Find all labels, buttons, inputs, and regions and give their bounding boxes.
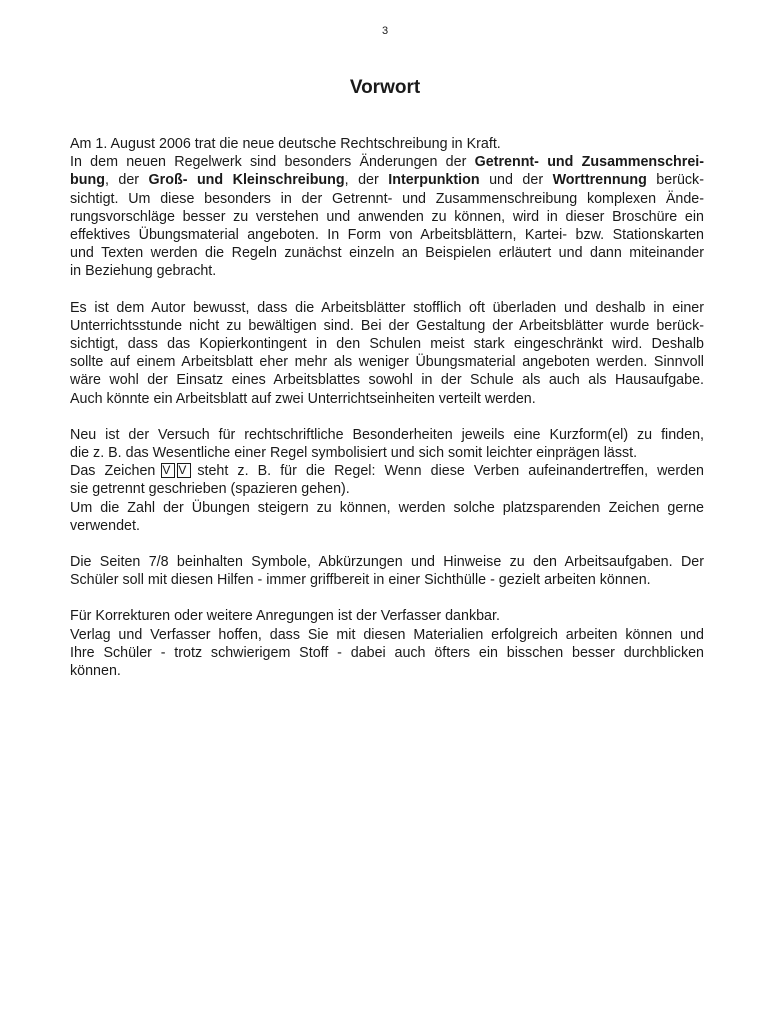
text-line: Verlag und Verfasser hoffen, dass Sie mit diesen Materialien erfolgreich arbeiten können und (70, 626, 704, 643)
text-span: und der (479, 172, 553, 189)
text-span: berück- (646, 172, 704, 189)
text-line (70, 462, 704, 480)
paragraph-intro (70, 135, 704, 281)
page-title: Vorwort (349, 77, 421, 98)
text-span: , der (104, 172, 149, 189)
paragraph-symbols (70, 553, 704, 589)
text-line: wäre wohl der Einsatz eines Arbeitsblattes sowohl in der Schule als auch als Hausaufgabe. (70, 372, 704, 389)
text-line: Um die Zahl der Übungen steigern zu können, werden solche platzsparenden Zeichen gerne (70, 499, 704, 516)
bold-term: Getrennt- und Zusammenschrei- (474, 154, 705, 171)
text-line: Für Korrekturen oder weitere Anregungen ist der Verfasser dankbar. (70, 608, 500, 625)
text-line: und Texten werden die Regeln zunächst einzeln an Beispielen erläutert und dann miteinander (70, 245, 704, 262)
text-line: Am 1. August 2006 trat die neue deutsche Rechtschreibung in Kraft. (70, 136, 501, 152)
text-line: sollte auf einem Arbeitsblatt eher mehr als weniger Übungsmaterial angeboten werden. Sinnvoll (70, 354, 704, 371)
text-line: sie getrennt geschrieben (spazieren gehen). (70, 481, 350, 498)
text-line: Auch könnte ein Arbeitsblatt auf zwei Unterrichtseinheiten verteilt werden. (70, 390, 536, 407)
paragraph-closing (70, 607, 704, 680)
text-line: Die Seiten 7/8 beinhalten Symbole, Abkürzungen und Hinweise zu den Arbeitsaufgaben. Der (70, 554, 704, 571)
text-line (70, 171, 704, 189)
text-line: Es ist dem Autor bewusst, dass die Arbeitsblätter stofflich oft überladen und deshalb in einer (70, 299, 704, 316)
text-line: sichtigt, dass das Kopierkontingent in den Schulen meist stark eingeschränkt wird. Deshalb (70, 336, 704, 353)
text-line: sichtigt. Um diese besonders in der Getrennt- und Zusammenschreibung komplexen Ände- (70, 190, 704, 207)
bold-term: Worttrennung (552, 172, 647, 189)
text-line: rungsvorschläge besser zu verstehen und anwenden zu können, wird in dieser Broschüre ein (70, 208, 704, 225)
bold-term: Groß- und Kleinschreibung (148, 172, 345, 189)
text-span: In dem neuen Regelwerk sind besonders Änderungen der (70, 154, 475, 171)
paragraph-worksheets (70, 299, 704, 408)
text-span: , der (344, 172, 389, 189)
text-span: Das Zeichen (70, 463, 156, 480)
paragraph-shortforms (70, 426, 704, 535)
text-line: Neu ist der Versuch für rechtschriftliche Besonderheiten jeweils eine Kurzform(el) zu finden, (70, 426, 704, 443)
document-body (70, 135, 704, 698)
bold-term: bung (70, 172, 105, 189)
text-line: in Beziehung gebracht. (70, 263, 217, 280)
text-line (70, 153, 704, 171)
text-line: die z. B. das Wesentliche einer Regel symbolisiert und sich somit leichter einprägen lässt. (70, 445, 638, 462)
text-line: können. (70, 663, 121, 680)
text-line: Unterrichtsstunde nicht zu bewältigen sind. Bei der Gestaltung der Arbeitsblätter wurde berück- (70, 317, 704, 334)
text-line: Schüler soll mit diesen Hilfen - immer griffbereit in einer Sichthülle - gezielt arbeiten können. (70, 572, 651, 589)
text-line: effektives Übungsmaterial angeboten. In Form von Arbeitsblättern, Kartei- bzw. Stationskarten (70, 227, 704, 244)
verb-box-icon: V (177, 463, 191, 478)
text-line: verwendet. (70, 517, 140, 534)
text-line: Ihre Schüler - trotz schwierigem Stoff - dabei auch öfters ein bisschen besser durchblicken (70, 644, 704, 661)
bold-term: Interpunktion (388, 172, 480, 189)
text-span: steht z. B. für die Regel: Wenn diese Verben aufeinandertreffen, werden (197, 463, 704, 480)
page-number: 3 (381, 25, 389, 37)
verb-box-icon: V (161, 463, 175, 478)
verb-verb-symbol (161, 462, 193, 480)
